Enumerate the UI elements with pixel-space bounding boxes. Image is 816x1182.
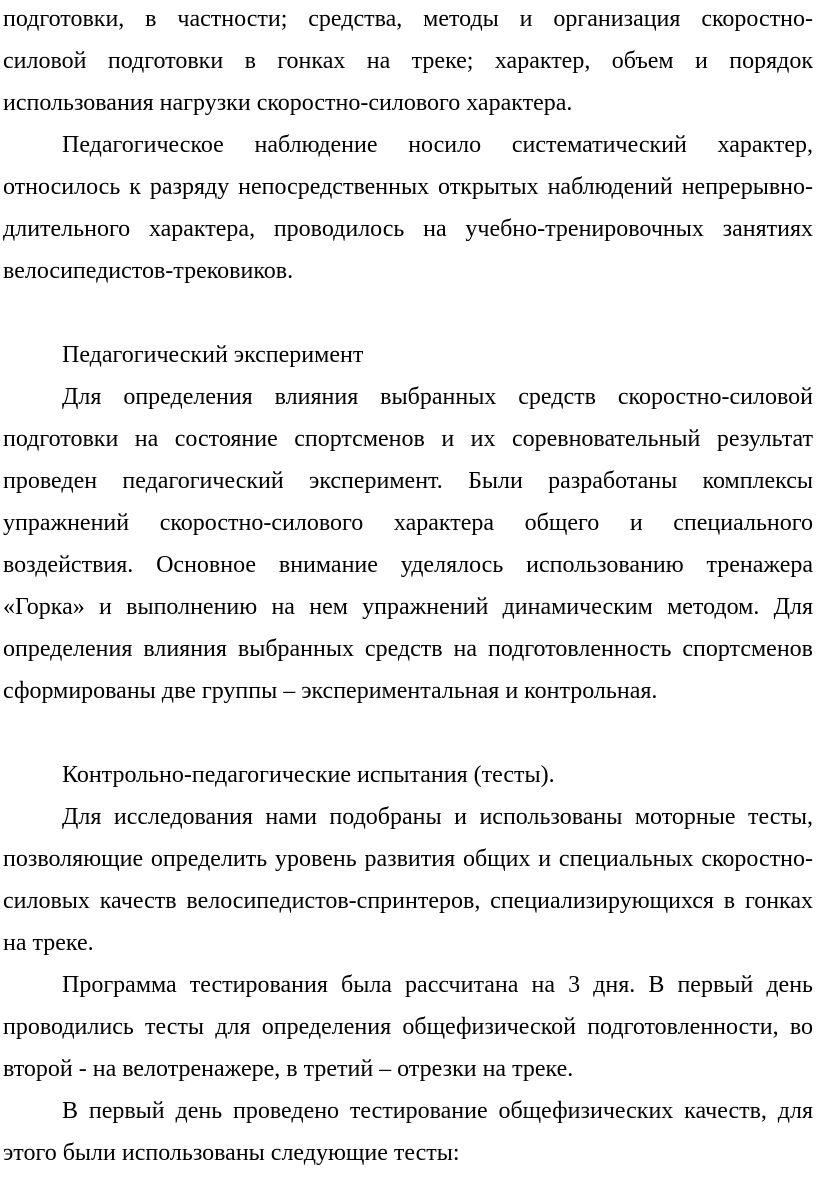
text-line: велосипедистов-трековиков. [3,258,294,284]
text-line: подготовки на состояние спортсменов и их соревновательный результат [3,426,813,452]
text-line: второй - на велотренажере, в третий – отрезки на треке. [3,1056,574,1082]
text-line: сформированы две группы – экспериментальная и контрольная. [3,678,658,704]
text-line: Для определения влияния выбранных средств скоростно-силовой [62,384,813,410]
text-line: «Горка» и выполнению на нем упражнений динамическим методом. Для [3,594,813,620]
text-line: силовых качеств велосипедистов-спринтеров, специализирующихся в гонках [3,888,813,914]
text-line: определения влияния выбранных средств на подготовленность спортсменов [3,636,813,662]
text-line: В первый день проведено тестирование общефизических качеств, для [62,1098,813,1124]
text-line: Педагогическое наблюдение носило систематический характер, [62,132,813,158]
text-line: использования нагрузки скоростно-силового характера. [3,90,573,116]
text-line: этого были использованы следующие тесты: [3,1140,460,1166]
text-line: на треке. [3,930,94,956]
text-line: проводились тесты для определения общефизической подготовленности, во [3,1014,813,1040]
section-heading-tests: Контрольно-педагогические испытания (тесты). [62,762,555,788]
text-line: проведен педагогический эксперимент. Были разработаны комплексы [3,468,813,494]
text-line: Для исследования нами подобраны и использованы моторные тесты, [62,804,813,830]
text-line: подготовки, в частности; средства, методы и организация скоростно- [3,6,813,32]
text-line: силовой подготовки в гонках на треке; характер, объем и порядок [3,48,813,74]
text-line: относилось к разряду непосредственных открытых наблюдений непрерывно- [3,174,813,200]
text-line: упражнений скоростно-силового характера общего и специального [3,510,813,536]
text-line: длительного характера, проводилось на учебно-тренировочных занятиях [3,216,813,242]
text-line: позволяющие определить уровень развития общих и специальных скоростно- [3,846,813,872]
section-heading-experiment: Педагогический эксперимент [62,342,364,368]
text-line: Программа тестирования была рассчитана на 3 дня. В первый день [62,972,813,998]
text-line: воздействия. Основное внимание уделялось использованию тренажера [3,552,813,578]
